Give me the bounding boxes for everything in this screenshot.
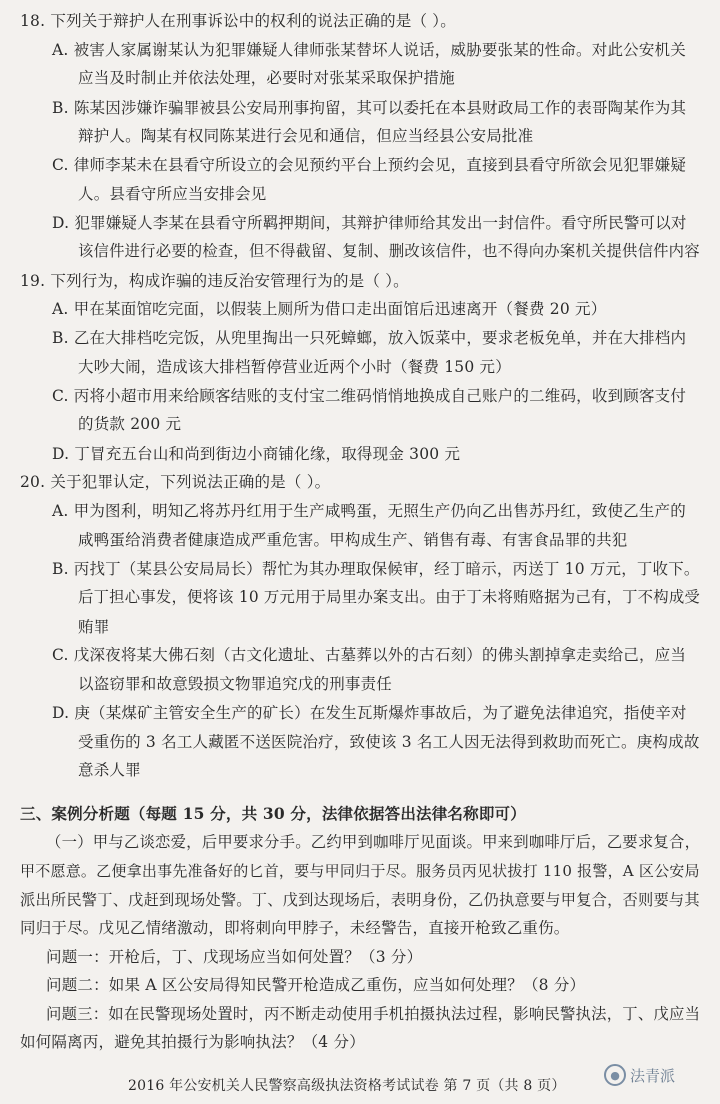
q19-option-b-cont: 大吵大闹，造成该大排档暂停营业近两个小时（餐费 150 元） [78, 358, 511, 377]
q18-option-c: C. 律师李某未在县看守所设立的会见预约平台上预约会见，直接到县看守所欲会见犯罪嫌疑 [52, 155, 687, 174]
q19-option-c: C. 丙将小超市用来给顾客结账的支付宝二维码悄悄地换成自己账户的二维码，收到顾客支付 [52, 386, 687, 405]
case-question-1: 问题一：开枪后，丁、戊现场应当如何处置？（3 分） [46, 947, 423, 966]
case-question-2: 问题二：如果 A 区公安局得知民警开枪造成乙重伤，应当如何处理？（8 分） [46, 976, 586, 994]
q20-option-d-cont2: 意杀人罪 [78, 761, 141, 780]
case-question-3: 问题三：如在民警现场处置时，丙不断走动使用手机拍摄执法过程，影响民警执法，丁、戊应当 [46, 1004, 701, 1023]
q20-option-c: C. 戊深夜将某大佛石刻（古文化遗址、古墓葬以外的古石刻）的佛头割掉拿走卖给己，应当 [52, 646, 687, 665]
page-footer: 2016 年公安机关人民警察高级执法资格考试试卷 第 7 页（共 8 页） [128, 1078, 566, 1094]
q20-option-c-cont: 以盗窃罪和故意毁损文物罪追究戊的刑事责任 [78, 674, 393, 693]
q18-option-d: D. 犯罪嫌疑人李某在县看守所羁押期间，其辩护律师给其发出一封信件。看守所民警可以对 [52, 213, 687, 232]
q20-option-b-cont: 后丁担心事发，便将该 10 万元用于局里办案支出。由于丁未将贿赂据为己有，丁不构成受 [78, 588, 700, 607]
q18-option-c-cont: 人。县看守所应当安排会见 [78, 185, 267, 204]
q20-option-a-cont: 咸鸭蛋给消费者健康造成严重危害。甲构成生产、销售有毒、有害食品罪的共犯 [78, 531, 628, 550]
wechat-logo-icon: ● [604, 1064, 626, 1086]
q20-option-b-cont2: 贿罪 [78, 617, 110, 636]
case-paragraph-line-3: 派出所民警丁、戊赶到现场处警。丁、戊到达现场后，表明身份，乙仍执意要与甲复合，否则要与其 [20, 890, 700, 909]
watermark-text: 法青派 [630, 1066, 676, 1085]
case-question-3-cont: 如何隔离丙，避免其拍摄行为影响执法？（4 分） [20, 1033, 365, 1051]
q19-option-b: B. 乙在大排档吃完饭，从兜里掏出一只死蟑螂，放入饭菜中，要求老板免单，并在大排档内 [52, 328, 687, 347]
case-paragraph-line-2: 甲不愿意。乙便拿出事先准备好的匕首，要与甲同归于尽。服务员丙见状拔打 110 报警，A 区公安局 [20, 862, 700, 880]
q20-option-d: D. 庚（某煤矿主管安全生产的矿长）在发生瓦斯爆炸事故后，为了避免法律追究，指使辛对 [52, 704, 687, 723]
q19-option-a: A. 甲在某面馆吃完面，以假装上厕所为借口走出面馆后迅速离开（餐费 20 元） [52, 300, 607, 319]
watermark [604, 1064, 675, 1086]
q18-option-b: B. 陈某因涉嫌诈骗罪被县公安局刑事拘留，其可以委托在本县财政局工作的表哥陶某作为其 [52, 98, 687, 117]
question-19-stem: 19. 下列行为，构成诈骗的违反治安管理行为的是（ ）。 [20, 271, 409, 290]
q18-option-a-cont: 应当及时制止并依法处理，必要时对张某采取保护措施 [78, 69, 455, 88]
q19-option-d: D. 丁冒充五台山和尚到街边小商铺化缘，取得现金 300 元 [52, 444, 461, 463]
question-18-stem: 18. 下列关于辩护人在刑事诉讼中的权利的说法正确的是（ ）。 [20, 12, 456, 31]
case-paragraph-line-4: 同归于尽。戊见乙情绪激动，即将刺向甲脖子，未经警告，直接开枪致乙重伤。 [20, 919, 570, 937]
q19-option-c-cont: 的货款 200 元 [78, 415, 182, 434]
question-20-stem: 20. 关于犯罪认定，下列说法正确的是（ ）。 [20, 473, 331, 492]
q20-option-b: B. 丙找丁（某县公安局局长）帮忙为其办理取保候审，经丁暗示，丙送丁 10 万元，丁收下。 [52, 559, 700, 578]
case-paragraph-line-1: （一）甲与乙谈恋爱，后甲要求分手。乙约甲到咖啡厅见面谈。甲来到咖啡厅后，乙要求复合， [46, 833, 701, 852]
q20-option-a: A. 甲为图利，明知乙将苏丹红用于生产咸鸭蛋，无照生产仍向乙出售苏丹红，致使乙生产的 [52, 501, 686, 520]
q20-option-d-cont: 受重伤的 3 名工人藏匿不送医院治疗，致使该 3 名工人因无法得到救助而死亡。庚构成故 [78, 732, 700, 751]
q18-option-a: A. 被害人家属谢某认为犯罪嫌疑人律师张某替坏人说话，威胁要张某的性命。对此公安机关 [52, 40, 686, 59]
section-heading: 三、案例分析题（每题 15 分，共 30 分，法律依据答出法律名称即可） [20, 803, 526, 823]
q18-option-d-cont: 该信件进行必要的检查，但不得截留、复制、删改该信件，也不得向办案机关提供信件内容 [78, 242, 700, 261]
q18-option-b-cont: 辩护人。陶某有权同陈某进行会见和通信，但应当经县公安局批准 [78, 127, 534, 146]
